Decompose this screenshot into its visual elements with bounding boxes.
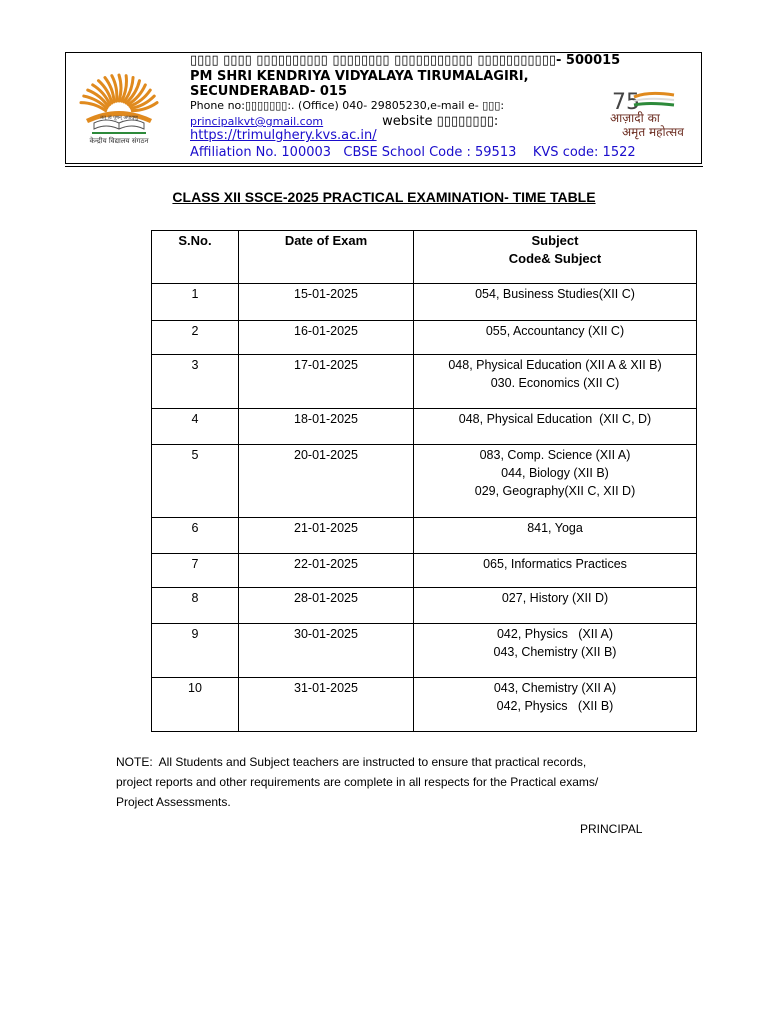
table-row <box>152 554 697 588</box>
timetable <box>151 230 697 732</box>
header-date: Date of Exam <box>239 231 414 284</box>
cell-date: 22-01-2025 <box>239 554 414 588</box>
emblem-line1: आज़ादी का <box>610 111 660 125</box>
emblem-number: 75 <box>612 90 640 115</box>
note <box>116 752 676 812</box>
table-row <box>152 518 697 554</box>
school-name-line1: PM SHRI KENDRIYA VIDYALAYA TIRUMALAGIRI, <box>190 69 529 84</box>
cell-sno: 10 <box>152 678 239 732</box>
cell-subject <box>414 284 697 321</box>
table-row <box>152 588 697 624</box>
subject-line: 044, Biology (XII B) <box>501 466 609 480</box>
cell-date: 15-01-2025 <box>239 284 414 321</box>
cell-sno: 2 <box>152 321 239 355</box>
note-line2: project reports and other requirements are complete in all respects for the Practical exams/ <box>116 775 599 789</box>
cell-subject <box>414 624 697 678</box>
school-name-line2: SECUNDERABAD- 015 <box>190 84 348 99</box>
cell-sno: 9 <box>152 624 239 678</box>
header-sno: S.No. <box>152 231 239 284</box>
subject-line: 029, Geography(XII C, XII D) <box>474 484 636 498</box>
table-row <box>152 409 697 445</box>
cell-sno: 3 <box>152 355 239 409</box>
cell-subject <box>414 321 697 355</box>
table-row <box>152 624 697 678</box>
emblem-line2: अमृत महोत्सव <box>622 125 684 139</box>
subject-line: 042, Physics (XII B) <box>496 699 614 713</box>
subject-line: 048, Physical Education (XII C, D) <box>458 412 652 426</box>
subject-line: 043, Chemistry (XII A) <box>493 681 617 695</box>
subject-line: 054, Business Studies(XII C) <box>475 287 635 301</box>
cell-subject <box>414 518 697 554</box>
subject-line: 027, History (XII D) <box>501 591 609 605</box>
cell-sno: 1 <box>152 284 239 321</box>
website-label: website ▯▯▯▯▯▯▯▯: <box>382 114 499 129</box>
subject-line: 048, Physical Education (XII A & XII B) <box>448 358 662 372</box>
affiliation-text: Affiliation No. 100003 CBSE School Code : 59513 KVS code: 1522 <box>190 145 636 160</box>
cell-subject <box>414 355 697 409</box>
cell-sno: 7 <box>152 554 239 588</box>
hindi-school-name: ▯▯▯▯ ▯▯▯▯ ▯▯▯▯▯▯▯▯▯▯ ▯▯▯▯▯▯▯▯ ▯▯▯▯▯▯▯▯▯▯▯ ▯▯▯▯▯▯▯▯▯▯▯- 500015 <box>190 53 621 68</box>
cell-subject <box>414 554 697 588</box>
subject-line: 083, Comp. Science (XII A) <box>479 448 631 462</box>
page-title: CLASS XII SSCE-2025 PRACTICAL EXAMINATION- TIME TABLE <box>172 189 596 205</box>
cell-subject <box>414 409 697 445</box>
cell-date: 21-01-2025 <box>239 518 414 554</box>
header-subject-line2: Code& Subject <box>508 251 602 266</box>
header-subject-line1: Subject <box>531 233 579 248</box>
phone-text: Phone no:▯▯▯▯▯▯▯:. (Office) 040- 29805230,e-mail e- ▯▯▯: <box>190 99 505 112</box>
cell-sno: 4 <box>152 409 239 445</box>
signature-principal: PRINCIPAL <box>580 822 643 836</box>
cell-date: 16-01-2025 <box>239 321 414 355</box>
subject-line: 030. Economics (XII C) <box>490 376 620 390</box>
subject-line: 055, Accountancy (XII C) <box>485 324 625 338</box>
table-row <box>152 445 697 518</box>
subject-line: 042, Physics (XII A) <box>496 627 613 641</box>
note-line3: Project Assessments. <box>116 795 231 809</box>
cell-sno: 6 <box>152 518 239 554</box>
note-line1: NOTE: All Students and Subject teachers are instructed to ensure that practical records, <box>116 755 587 769</box>
table-row <box>152 355 697 409</box>
table-row <box>152 678 697 732</box>
cell-date: 17-01-2025 <box>239 355 414 409</box>
table-row <box>152 284 697 321</box>
cell-date: 31-01-2025 <box>239 678 414 732</box>
cell-date: 30-01-2025 <box>239 624 414 678</box>
cell-date: 18-01-2025 <box>239 409 414 445</box>
cell-subject <box>414 588 697 624</box>
cell-date: 28-01-2025 <box>239 588 414 624</box>
website-link[interactable]: https://trimulghery.kvs.ac.in/ <box>190 128 377 143</box>
cell-subject <box>414 445 697 518</box>
subject-line: 043, Chemistry (XII B) <box>493 645 617 659</box>
cell-sno: 5 <box>152 445 239 518</box>
cell-date: 20-01-2025 <box>239 445 414 518</box>
logo-caption: केन्द्रीय विद्यालय संगठन <box>89 137 149 145</box>
logo-motto: तत् त्वं पूषन् अपावृणु <box>100 115 138 121</box>
subject-line: 065, Informatics Practices <box>483 557 627 571</box>
letterhead <box>65 52 702 164</box>
table-row <box>152 321 697 355</box>
contact-line <box>190 114 498 129</box>
subject-line: 841, Yoga <box>527 521 583 535</box>
cell-subject <box>414 678 697 732</box>
cell-sno: 8 <box>152 588 239 624</box>
email-link[interactable]: principalkvt@gmail.com <box>190 115 324 128</box>
header-subject <box>414 231 697 284</box>
